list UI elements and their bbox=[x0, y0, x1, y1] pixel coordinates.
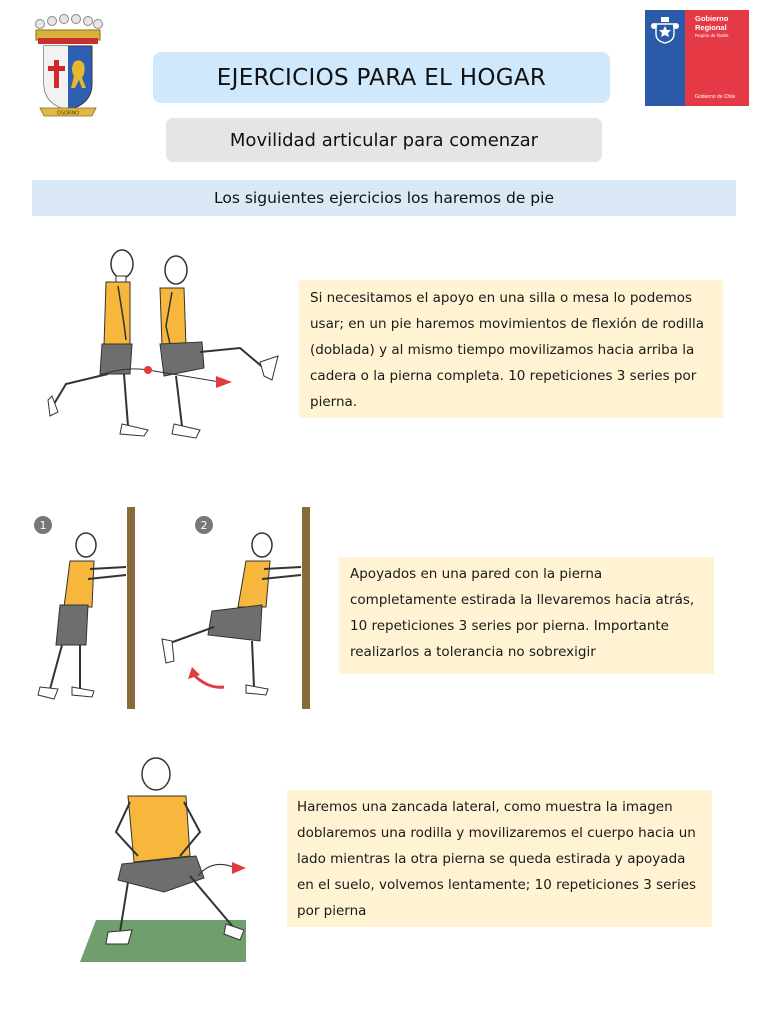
side-lunge-illustration bbox=[78, 752, 248, 964]
page-title: EJERCICIOS PARA EL HOGAR bbox=[153, 52, 610, 103]
gov-logo-line1: Gobierno bbox=[695, 14, 729, 23]
figure-standing-leg-back bbox=[48, 250, 148, 436]
crest-label: OSORNO bbox=[56, 110, 80, 117]
chile-coat-of-arms-icon bbox=[650, 16, 680, 44]
wall-2 bbox=[302, 507, 310, 709]
section-heading: Los siguientes ejercicios los haremos de pie bbox=[32, 180, 736, 216]
step-1-badge bbox=[34, 516, 52, 534]
figure-wall-leg-back bbox=[162, 533, 301, 695]
gov-logo-line3: Región de Ñuble bbox=[695, 33, 729, 38]
curved-arrow-icon bbox=[188, 667, 224, 687]
step-2-number: 2 bbox=[200, 519, 208, 532]
exercise-3-description: Haremos una zancada lateral, como muestra la imagen doblaremos una rodilla y movilizaremos el cuerpo hacia un lado mientras la otra pierna se queda estirada y apoyada en el suelo, volvemos lentamente; 10 repeticiones 3 series por pierna bbox=[287, 790, 712, 927]
exercise-2-description: Apoyados en una pared con la pierna completamente estirada la llevaremos hacia atrás, 10 repeticiones 3 series por pierna. Importante realizarlos a tolerancia no sobrexigir bbox=[339, 557, 714, 674]
knee-hip-flexion-illustration bbox=[44, 244, 284, 448]
wall-leg-extension-illustration bbox=[28, 503, 328, 713]
wall-1 bbox=[127, 507, 135, 709]
crown-icon bbox=[36, 15, 103, 45]
exercise-1-description: Si necesitamos el apoyo en una silla o mesa lo podemos usar; en un pie haremos movimientos de flexión de rodilla (doblada) y al mismo tiempo movilizamos hacia arriba la cadera o la pierna completa. 10 repeticiones 3 series por pierna. bbox=[299, 280, 723, 418]
lateral-arrow-icon bbox=[198, 862, 246, 876]
page-subtitle: Movilidad articular para comenzar bbox=[166, 118, 602, 162]
gobierno-regional-logo bbox=[645, 10, 749, 106]
figure-wall-standing bbox=[38, 533, 126, 699]
osorno-crest-logo bbox=[30, 12, 106, 120]
gov-logo-line2: Regional bbox=[695, 23, 727, 32]
figure-side-lunge bbox=[106, 758, 244, 944]
step-1-number: 1 bbox=[39, 519, 47, 532]
figure-leg-forward bbox=[160, 256, 278, 438]
exercise-mat bbox=[80, 920, 246, 962]
gov-logo-footer: Gobierno de Chile bbox=[695, 94, 736, 100]
step-2-badge bbox=[195, 516, 213, 534]
